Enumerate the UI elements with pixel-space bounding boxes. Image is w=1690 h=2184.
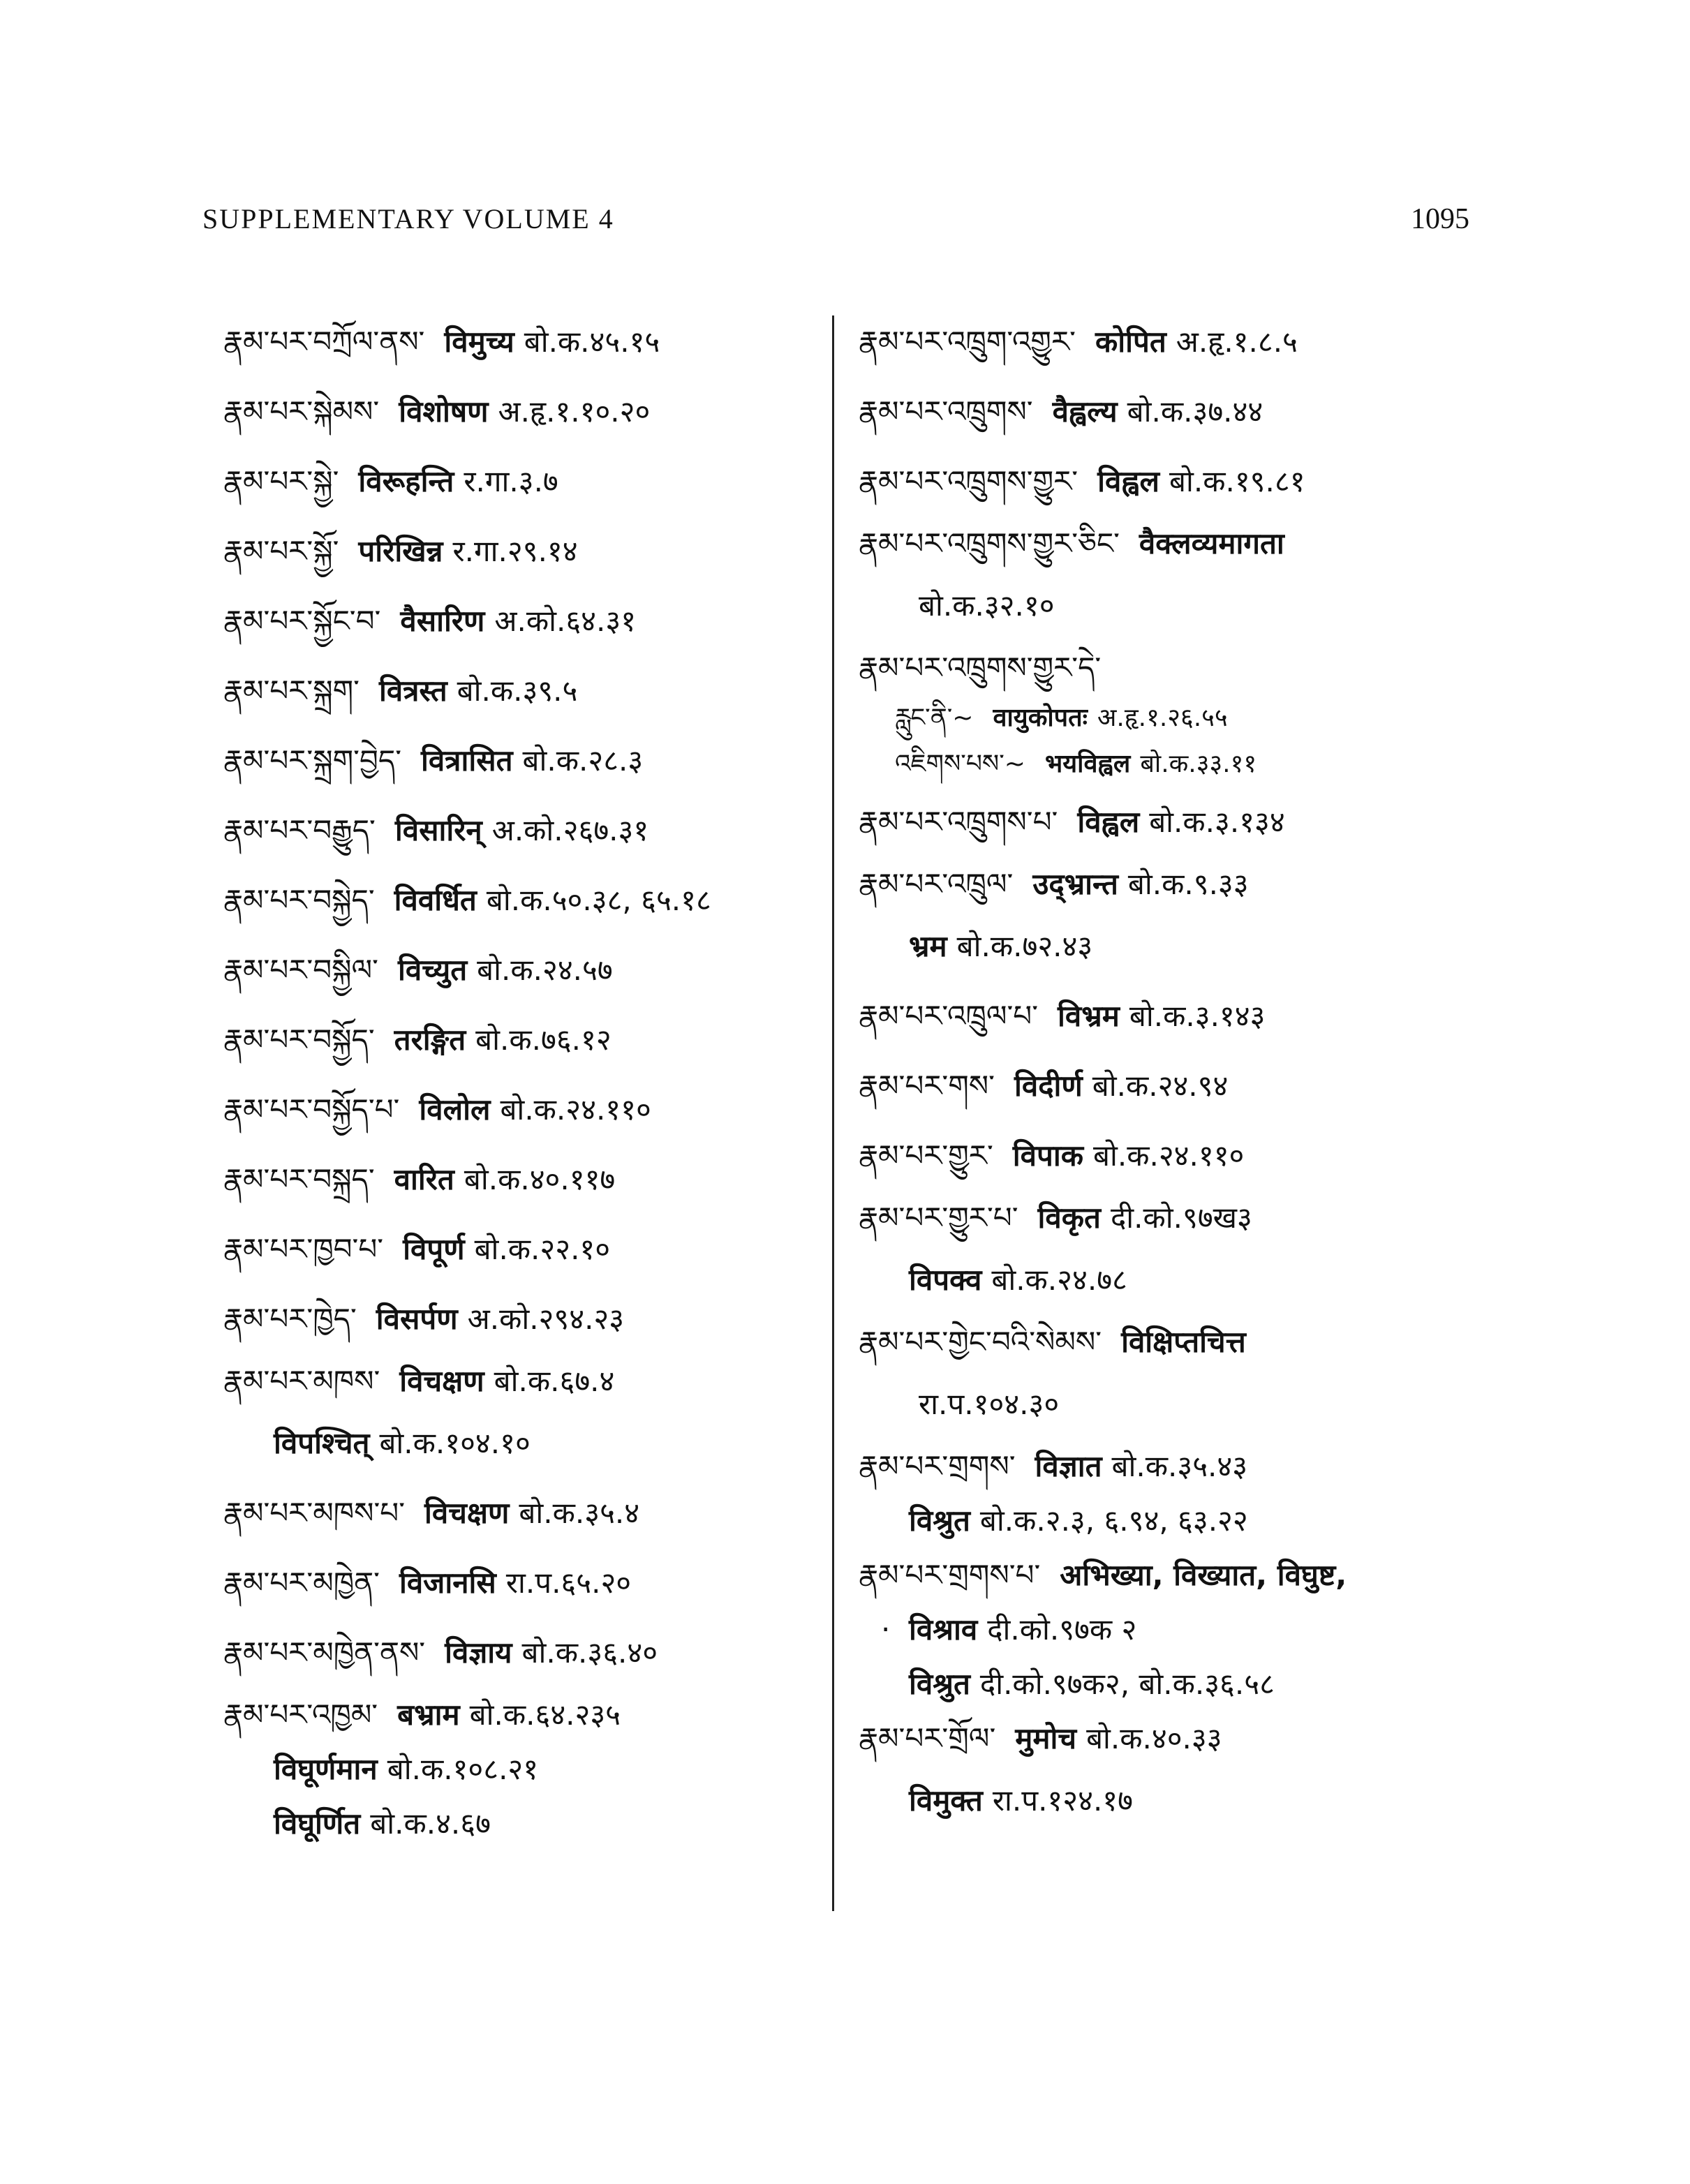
entry <box>223 935 824 1005</box>
source-reference: बो.क.१०४.१० <box>379 1426 531 1460</box>
tibetan-term: རྣམ་པར་གྱེང་བའི་སེམས་ <box>859 1325 1102 1359</box>
sanskrit-term: वायुकोपतः <box>993 704 1088 732</box>
sanskrit-term: विवर्धित <box>394 883 477 917</box>
sanskrit-term: तरङ्गित <box>394 1023 466 1057</box>
sanskrit-term: विभ्रम <box>1058 999 1120 1033</box>
sanskrit-term: विकृत <box>1037 1201 1101 1235</box>
source-reference: अ.को.६४.३१ <box>494 604 637 638</box>
sanskrit-term: अभिख्या, विख्यात, विघुष्ट, <box>1060 1558 1347 1592</box>
tibetan-term: རྣམ་པར་སྐྲག་ <box>223 674 360 708</box>
source-reference: बो.क.४५.१५ <box>524 325 660 359</box>
source-reference: बो.क.४.६७ <box>370 1806 491 1841</box>
source-reference: बो.क.२४.७८ <box>991 1263 1127 1297</box>
sanskrit-term: विश्रुत <box>909 1503 970 1538</box>
source-reference: रा.प.१२४.१७ <box>992 1783 1133 1818</box>
entry <box>223 517 824 586</box>
entry <box>859 1439 1445 1494</box>
running-head: SUPPLEMENTARY VOLUME 4 <box>202 203 614 235</box>
tibetan-term: རྣམ་པར་གྱུར་ <box>859 1138 993 1173</box>
sanskrit-term: विचक्षण <box>399 1364 484 1398</box>
sanskrit-term: परिखिन्न <box>358 534 443 568</box>
source-reference: दी.को.९७क२, बो.क.३६.५८ <box>979 1667 1275 1701</box>
tibetan-term: རྣམ་པར་གྲོལ་ <box>859 1721 996 1755</box>
sub-entry <box>859 695 1445 741</box>
tibetan-term: རྣམ་པར་བསྐྱིལ་ <box>223 953 378 987</box>
tibetan-term: རྣམ་པར་འཁྲུགས་པ་ <box>859 805 1058 839</box>
sanskrit-term: विह्वल <box>1097 464 1159 498</box>
source-reference: अ.हृ.१.२६.५५ <box>1097 704 1228 732</box>
source-reference: बो.क.१९.८१ <box>1169 464 1305 498</box>
sanskrit-term: बभ्राम <box>397 1698 460 1732</box>
sanskrit-term: विमुक्त <box>909 1783 983 1818</box>
source-reference: बो.क.७२.४३ <box>956 929 1093 963</box>
sanskrit-term: विजानसि <box>399 1566 496 1600</box>
entry-continuation <box>859 571 1445 641</box>
sanskrit-term: विज्ञाय <box>445 1635 512 1670</box>
tibetan-term: རྣམ་པར་གྱུར་པ་ <box>859 1201 1018 1235</box>
sanskrit-term: विशोषण <box>399 394 489 429</box>
tibetan-term: རྣམ་པར་བསྐྱེད་ <box>223 883 375 917</box>
entry <box>223 796 824 866</box>
entry-continuation <box>223 1797 824 1851</box>
sanskrit-term: विपक्व <box>909 1263 982 1297</box>
source-reference: बो.क.२.३, ६.९४, ६३.२२ <box>979 1503 1248 1538</box>
tibetan-term: རྣམ་པར་བཀྲོལ་ནས་ <box>223 325 425 359</box>
entry <box>859 641 1445 695</box>
source-reference: बो.क.४०.११७ <box>464 1162 616 1196</box>
tibetan-term: རྣམ་པར་ཁྱེད་ <box>223 1302 357 1336</box>
tibetan-term: རྣམ་པར་སྐྱོ་ <box>223 534 339 568</box>
entry <box>859 377 1445 447</box>
source-reference: बो.क.३.१४३ <box>1129 999 1266 1033</box>
sanskrit-term: विश्रुत <box>909 1667 970 1701</box>
entry <box>859 1051 1445 1121</box>
tibetan-term: རྣམ་པར་འཁྲུགས་གྱུར་ཅིང་ <box>859 526 1120 560</box>
source-reference: अ.को.२६७.३१ <box>491 813 649 847</box>
entry-continuation <box>223 1742 824 1797</box>
tibetan-term: རླུང་ནི་~ <box>895 704 974 732</box>
sanskrit-term: विघूर्णित <box>274 1806 361 1841</box>
sanskrit-term: विसर्पण <box>376 1302 458 1336</box>
sanskrit-term: वैसारिण <box>400 604 485 638</box>
source-reference: बो.क.२४.९४ <box>1092 1069 1229 1103</box>
tibetan-term: རྣམ་པར་སྐྱེ་ <box>223 464 339 498</box>
source-reference: बो.क.७६.१२ <box>475 1023 611 1057</box>
entry <box>223 1214 824 1284</box>
page-number: 1095 <box>1411 203 1469 235</box>
entry-continuation <box>859 912 1445 981</box>
entry-continuation <box>859 1494 1445 1548</box>
tibetan-term: རྣམ་པར་འཁྲུལ་པ་ <box>859 999 1039 1033</box>
entry <box>223 1688 824 1742</box>
source-reference: बो.क.३२.१० <box>919 588 1055 623</box>
sanskrit-term: वित्रासित <box>421 743 513 778</box>
entry <box>223 1354 824 1409</box>
source-reference: बो.क.२४.११० <box>1093 1138 1245 1173</box>
tibetan-term: རྣམ་པར་འཁྲུག་འགྱུར་ <box>859 325 1076 359</box>
entry <box>223 377 824 447</box>
sanskrit-term: विपाक <box>1012 1138 1084 1173</box>
source-reference: बो.क.६७.४ <box>494 1364 615 1398</box>
entry-continuation <box>859 1766 1445 1836</box>
entry <box>859 1121 1445 1191</box>
tibetan-term: རྣམ་པར་འཁྲུགས་གྱུར་ <box>859 464 1079 498</box>
sanskrit-term: भ्रम <box>909 929 947 963</box>
sanskrit-term: विज्ञात <box>1035 1449 1102 1483</box>
sanskrit-term: विपूर्ण <box>403 1232 465 1266</box>
entry <box>859 1711 1445 1766</box>
entry <box>223 1005 824 1075</box>
entry-continuation <box>859 1657 1445 1711</box>
bullet-mark: · <box>881 1612 891 1647</box>
entry <box>223 1478 824 1548</box>
source-reference: अ.हृ.१.८.५ <box>1176 325 1298 359</box>
tibetan-term: རྣམ་པར་འཁྱམ་ <box>223 1698 378 1732</box>
entry <box>223 1075 824 1145</box>
source-reference: अ.हृ.१.१०.२० <box>498 394 651 429</box>
tibetan-term: རྣམ་པར་མཁས་པ་ <box>223 1496 406 1530</box>
entry <box>859 517 1445 571</box>
entry <box>223 726 824 796</box>
tibetan-term: རྣམ་པར་མཁྱེན་ <box>223 1566 380 1600</box>
sanskrit-term: वित्रस्त <box>378 674 447 708</box>
entry <box>223 1145 824 1214</box>
entry <box>223 866 824 935</box>
sanskrit-term: विच्युत <box>397 953 468 987</box>
source-reference: बो.क.२८.३ <box>522 743 644 778</box>
sanskrit-term: मुमोच <box>1015 1721 1077 1755</box>
sanskrit-term: भयविह्वल <box>1044 750 1131 778</box>
sanskrit-term: वैह्वल्य <box>1052 394 1118 429</box>
tibetan-term: རྣམ་པར་བསྐྱོད་ <box>223 1023 375 1057</box>
column-divider <box>832 315 834 1911</box>
right-column <box>859 307 1445 1836</box>
entry <box>859 1191 1445 1245</box>
entry <box>859 787 1445 857</box>
tibetan-term: རྣམ་པར་བསྐྲད་ <box>223 1162 375 1196</box>
source-reference: बो.क.१०८.२१ <box>387 1752 539 1786</box>
tibetan-term: རྣམ་པར་འཁྲུགས་ <box>859 394 1033 429</box>
entry-continuation <box>859 1603 1445 1657</box>
source-reference: रा.प.६५.२० <box>505 1566 632 1600</box>
sanskrit-term: विघूर्णमान <box>274 1752 378 1786</box>
sanskrit-term: विचक्षण <box>424 1496 510 1530</box>
source-reference: दी.को.९७ख३ <box>1110 1201 1252 1235</box>
sanskrit-term: विसारिन् <box>394 813 482 847</box>
source-reference: बो.क.३९.५ <box>457 674 578 708</box>
source-reference: बो.क.३५.४३ <box>1111 1449 1248 1483</box>
source-reference: र.गा.३.७ <box>464 464 558 498</box>
source-reference: बो.क.२४.५७ <box>477 953 613 987</box>
sanskrit-term: विलोल <box>419 1092 491 1127</box>
sub-entry <box>859 741 1445 787</box>
tibetan-term: རྣམ་པར་འཁྲུལ་ <box>859 867 1014 901</box>
source-reference: बो.क.३६.४० <box>521 1635 658 1670</box>
sanskrit-term: वैक्लव्यमागता <box>1139 526 1284 560</box>
source-reference: दी.को.९७क २ <box>987 1612 1137 1647</box>
tibetan-term: རྣམ་པར་གས་ <box>859 1069 995 1103</box>
sanskrit-term: विह्वल <box>1077 805 1140 839</box>
tibetan-term: འཇིགས་པས་~ <box>895 750 1025 778</box>
tibetan-term: རྣམ་པར་སྐེམས་ <box>223 394 380 429</box>
entry <box>859 1548 1445 1603</box>
sanskrit-term: वारित <box>394 1162 454 1196</box>
entry-continuation <box>859 1245 1445 1315</box>
source-reference: बो.क.३३.११ <box>1140 750 1257 778</box>
tibetan-term: རྣམ་པར་མཁྱེན་ནས་ <box>223 1635 426 1670</box>
source-reference: बो.क.२२.१० <box>474 1232 611 1266</box>
entry <box>223 307 824 377</box>
sanskrit-term: विमुच्य <box>444 325 514 359</box>
entry <box>223 656 824 726</box>
source-reference: बो.क.६४.२३५ <box>469 1698 621 1732</box>
sanskrit-term: विक्षिप्तचित्त <box>1121 1325 1246 1359</box>
source-reference: बो.क.२४.११० <box>500 1092 651 1127</box>
entry <box>859 447 1445 517</box>
entry-continuation <box>859 1369 1445 1439</box>
source-reference: बो.क.३७.४४ <box>1127 394 1263 429</box>
entry <box>859 1315 1445 1369</box>
source-reference: अ.को.२९४.२३ <box>467 1302 625 1336</box>
sanskrit-term: उद्भ्रान्त <box>1032 867 1118 901</box>
tibetan-term: རྣམ་པར་མཁས་ <box>223 1364 380 1398</box>
sanskrit-term: कोपित <box>1095 325 1166 359</box>
tibetan-term: རྣམ་པར་ཁྱབ་པ་ <box>223 1232 384 1266</box>
tibetan-term: རྣམ་པར་བརྒྱུད་ <box>223 813 376 847</box>
source-reference: बो.क.९.३३ <box>1127 867 1249 901</box>
tibetan-term: རྣམ་པར་སྐྲག་བྱེད་ <box>223 743 402 778</box>
tibetan-term: རྣམ་པར་གྲགས་པ་ <box>859 1558 1041 1592</box>
source-reference: बो.क.३.१३४ <box>1149 805 1285 839</box>
entry-continuation <box>223 1409 824 1478</box>
entry <box>859 307 1445 377</box>
source-reference: बो.क.४०.३३ <box>1086 1721 1222 1755</box>
source-reference: रा.प.१०४.३० <box>919 1387 1060 1421</box>
source-reference: बो.क.५०.३८, ६५.१८ <box>486 883 711 917</box>
sanskrit-term: विपश्चित् <box>274 1426 370 1460</box>
tibetan-term: རྣམ་པར་འཁྲུགས་གྱུར་དེ་ <box>859 651 1102 685</box>
entry <box>223 447 824 517</box>
tibetan-term: རྣམ་པར་སྐྱོང་བ་ <box>223 604 381 638</box>
sanskrit-term: विश्राव <box>909 1612 978 1647</box>
entry <box>223 586 824 656</box>
entry <box>859 981 1445 1051</box>
entry <box>223 1548 824 1618</box>
sanskrit-term: विरूहन्ति <box>358 464 454 498</box>
sanskrit-term: विदीर्ण <box>1014 1069 1083 1103</box>
tibetan-term: རྣམ་པར་བསྐྱོད་པ་ <box>223 1092 400 1127</box>
left-column <box>223 307 824 1851</box>
source-reference: बो.क.३५.४ <box>519 1496 640 1530</box>
source-reference: र.गा.२९.१४ <box>452 534 578 568</box>
entry <box>223 1618 824 1688</box>
entry <box>223 1284 824 1354</box>
tibetan-term: རྣམ་པར་གྲགས་ <box>859 1449 1016 1483</box>
entry <box>859 857 1445 912</box>
